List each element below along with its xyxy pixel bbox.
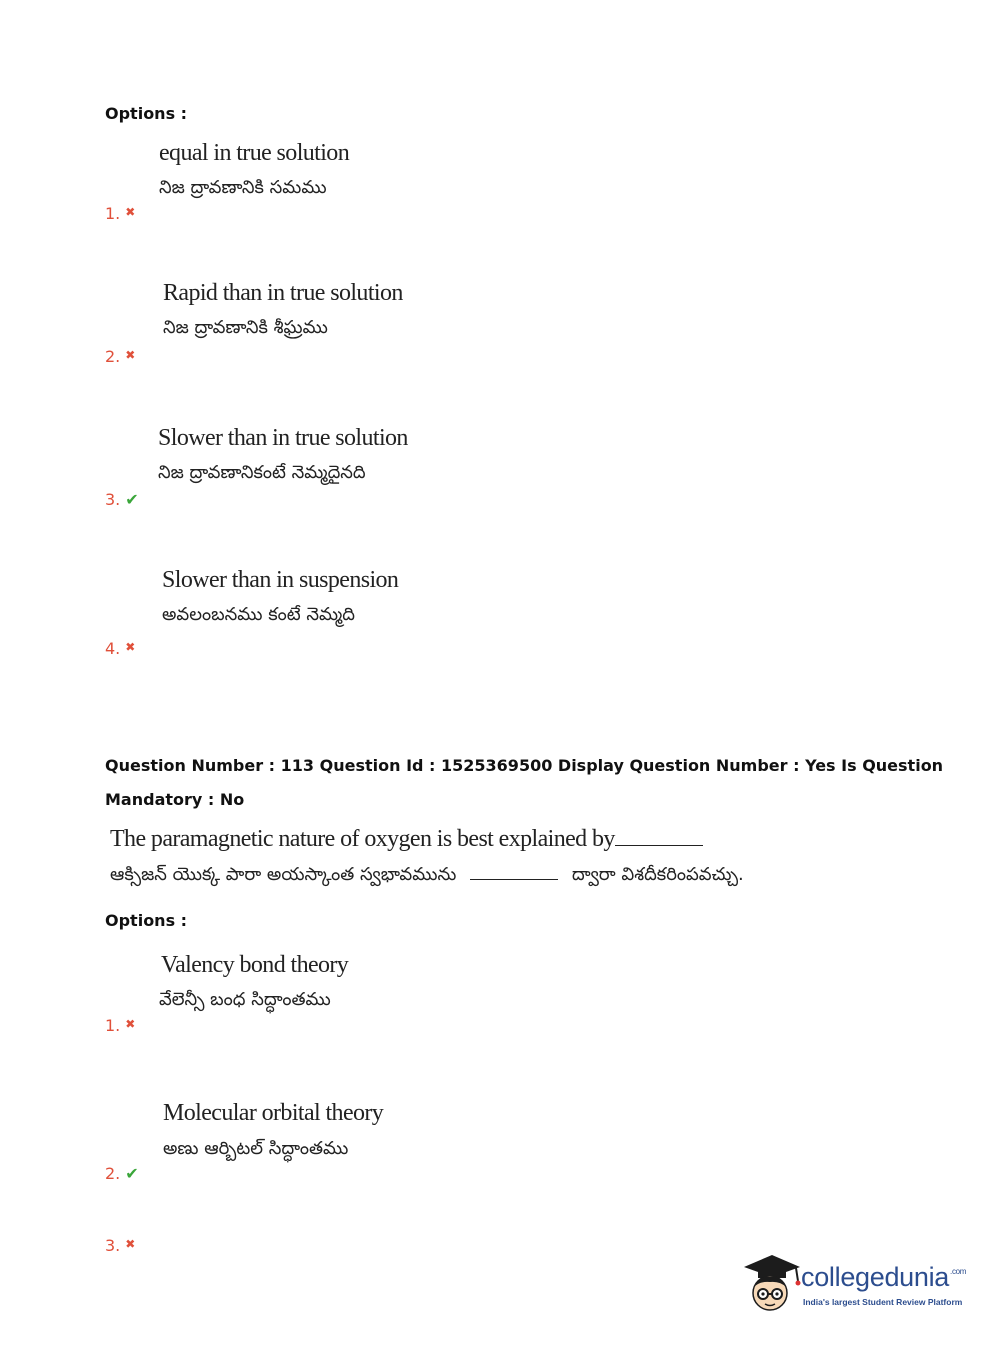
- collegedunia-logo: [740, 1247, 970, 1319]
- wrong-mark-icon: ✖: [125, 640, 136, 654]
- option-text-te: నిజ ద్రావణానికి సమము: [159, 177, 327, 198]
- wrong-mark-icon: ✖: [125, 205, 136, 219]
- option-text-en: equal in true solution: [159, 140, 350, 166]
- question-text-en: The paramagnetic nature of oxygen is best explained by: [110, 826, 703, 853]
- mascot-icon: [740, 1247, 802, 1315]
- option-text-en: Molecular orbital theory: [163, 1100, 384, 1126]
- answer-blank: [470, 879, 558, 880]
- option-text-en: Valency bond theory: [161, 952, 349, 978]
- option-text-en: Slower than in suspension: [162, 567, 399, 593]
- option-text-te: అవలంబనము కంటే నెమ్మది: [162, 604, 355, 625]
- answer-blank: [615, 845, 703, 846]
- option-number: 2. ✔: [105, 1164, 139, 1183]
- option-number: 1. ✖: [105, 1016, 136, 1035]
- option-number: 3. ✔: [105, 490, 139, 509]
- options-label: Options :: [105, 104, 188, 123]
- option-text-te: అణు ఆర్బిటల్ సిద్ధాంతము: [163, 1138, 349, 1159]
- logo-tagline: India's largest Student Review Platform: [803, 1297, 963, 1307]
- option-text-en: Rapid than in true solution: [163, 280, 403, 306]
- option-number: 1. ✖: [105, 204, 136, 223]
- logo-wordmark: collegedunia$^{.com}$: [801, 1262, 967, 1292]
- option-text-en: Slower than in true solution: [158, 425, 408, 451]
- question-header: Question Number : 113 Question Id : 1525369500 Display Question Number : Yes Is Question: [105, 756, 944, 775]
- wrong-mark-icon: ✖: [125, 1237, 136, 1251]
- option-number: 4. ✖: [105, 639, 136, 658]
- option-number: 3. ✖: [105, 1236, 136, 1255]
- correct-check-icon: ✔: [125, 1164, 139, 1183]
- correct-check-icon: ✔: [125, 490, 139, 509]
- option-number: 2. ✖: [105, 347, 136, 366]
- question-text-te: ఆక్సిజన్ యొక్క పారా అయస్కాంత స్వభావమును ద్వారా విశదీకరింపవచ్చు.: [110, 864, 744, 885]
- option-text-te: నిజ ద్రావణానికి శీఘ్రము: [163, 317, 328, 338]
- question-mandatory: Mandatory : No: [105, 790, 245, 809]
- options-label: Options :: [105, 911, 188, 930]
- option-text-te: నిజ ద్రావణానికంటే నెమ్మదైనది: [158, 462, 366, 483]
- option-text-te: వేలెన్సీ బంధ సిద్ధాంతము: [159, 989, 331, 1010]
- wrong-mark-icon: ✖: [125, 348, 136, 362]
- wrong-mark-icon: ✖: [125, 1017, 136, 1031]
